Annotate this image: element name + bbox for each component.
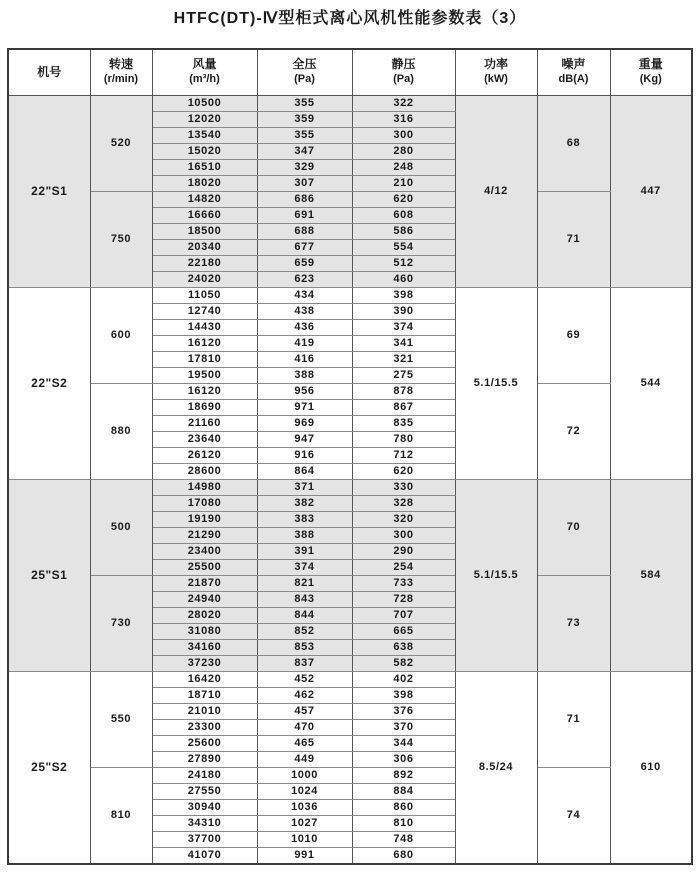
total-pressure-cell: 391	[257, 543, 352, 559]
col-header-4	[352, 49, 455, 95]
static-pressure-cell: 554	[352, 239, 455, 255]
col-header-1	[90, 49, 152, 95]
static-pressure-cell: 867	[352, 399, 455, 415]
col-header-5	[455, 49, 537, 95]
noise-cell: 70	[537, 479, 610, 575]
static-pressure-cell: 390	[352, 303, 455, 319]
data-row	[8, 383, 692, 399]
airflow-cell: 27550	[152, 783, 257, 799]
total-pressure-cell: 853	[257, 639, 352, 655]
airflow-cell: 28020	[152, 607, 257, 623]
fan-spec-table	[7, 48, 693, 865]
power-cell: 5.1/15.5	[455, 479, 537, 671]
header-row	[8, 49, 692, 95]
static-pressure-cell: 341	[352, 335, 455, 351]
total-pressure-cell: 688	[257, 223, 352, 239]
static-pressure-cell: 328	[352, 495, 455, 511]
airflow-cell: 31080	[152, 623, 257, 639]
airflow-cell: 25500	[152, 559, 257, 575]
speed-cell: 750	[90, 191, 152, 287]
static-pressure-cell: 680	[352, 847, 455, 864]
static-pressure-cell: 748	[352, 831, 455, 847]
airflow-cell: 18500	[152, 223, 257, 239]
header-sub-label: (kW)	[484, 73, 508, 86]
total-pressure-cell: 438	[257, 303, 352, 319]
total-pressure-cell: 416	[257, 351, 352, 367]
airflow-cell: 23400	[152, 543, 257, 559]
static-pressure-cell: 884	[352, 783, 455, 799]
total-pressure-cell: 419	[257, 335, 352, 351]
header-sub-label: (Kg)	[639, 73, 662, 86]
header-label: 全压	[292, 57, 317, 72]
total-pressure-cell: 843	[257, 591, 352, 607]
static-pressure-cell: 275	[352, 367, 455, 383]
total-pressure-cell: 355	[257, 95, 352, 111]
total-pressure-cell: 691	[257, 207, 352, 223]
static-pressure-cell: 376	[352, 703, 455, 719]
total-pressure-cell: 623	[257, 271, 352, 287]
airflow-cell: 16510	[152, 159, 257, 175]
static-pressure-cell: 835	[352, 415, 455, 431]
airflow-cell: 21870	[152, 575, 257, 591]
static-pressure-cell: 300	[352, 527, 455, 543]
airflow-cell: 34310	[152, 815, 257, 831]
power-cell: 5.1/15.5	[455, 287, 537, 479]
airflow-cell: 34160	[152, 639, 257, 655]
total-pressure-cell: 969	[257, 415, 352, 431]
airflow-cell: 14820	[152, 191, 257, 207]
airflow-cell: 17080	[152, 495, 257, 511]
total-pressure-cell: 382	[257, 495, 352, 511]
static-pressure-cell: 321	[352, 351, 455, 367]
static-pressure-cell: 344	[352, 735, 455, 751]
static-pressure-cell: 290	[352, 543, 455, 559]
static-pressure-cell: 810	[352, 815, 455, 831]
total-pressure-cell: 852	[257, 623, 352, 639]
total-pressure-cell: 449	[257, 751, 352, 767]
data-row	[8, 191, 692, 207]
total-pressure-cell: 686	[257, 191, 352, 207]
static-pressure-cell: 733	[352, 575, 455, 591]
table-body	[8, 95, 692, 864]
speed-cell: 550	[90, 671, 152, 767]
noise-cell: 73	[537, 575, 610, 671]
total-pressure-cell: 470	[257, 719, 352, 735]
total-pressure-cell: 359	[257, 111, 352, 127]
noise-cell: 68	[537, 95, 610, 191]
static-pressure-cell: 620	[352, 463, 455, 479]
col-header-0	[8, 49, 90, 95]
header-sub-label: dB(A)	[558, 73, 589, 86]
airflow-cell: 16120	[152, 383, 257, 399]
static-pressure-cell: 582	[352, 655, 455, 671]
airflow-cell: 18710	[152, 687, 257, 703]
header-label: 静压	[391, 57, 416, 72]
airflow-cell: 15020	[152, 143, 257, 159]
weight-cell: 544	[610, 287, 692, 479]
model-cell: 22"S1	[8, 95, 90, 287]
static-pressure-cell: 608	[352, 207, 455, 223]
static-pressure-cell: 248	[352, 159, 455, 175]
static-pressure-cell: 306	[352, 751, 455, 767]
static-pressure-cell: 892	[352, 767, 455, 783]
airflow-cell: 14980	[152, 479, 257, 495]
power-cell: 8.5/24	[455, 671, 537, 864]
static-pressure-cell: 712	[352, 447, 455, 463]
page-title: HTFC(DT)-Ⅳ型柜式离心风机性能参数表（3）	[173, 10, 527, 27]
airflow-cell: 10500	[152, 95, 257, 111]
total-pressure-cell: 1010	[257, 831, 352, 847]
airflow-cell: 16120	[152, 335, 257, 351]
noise-cell: 71	[537, 191, 610, 287]
total-pressure-cell: 383	[257, 511, 352, 527]
airflow-cell: 20340	[152, 239, 257, 255]
total-pressure-cell: 821	[257, 575, 352, 591]
total-pressure-cell: 659	[257, 255, 352, 271]
total-pressure-cell: 1036	[257, 799, 352, 815]
data-row	[8, 479, 692, 495]
weight-cell: 447	[610, 95, 692, 287]
static-pressure-cell: 460	[352, 271, 455, 287]
total-pressure-cell: 307	[257, 175, 352, 191]
static-pressure-cell: 300	[352, 127, 455, 143]
airflow-cell: 16660	[152, 207, 257, 223]
total-pressure-cell: 1027	[257, 815, 352, 831]
airflow-cell: 27890	[152, 751, 257, 767]
header-label: 风量	[192, 57, 217, 72]
noise-cell: 72	[537, 383, 610, 479]
airflow-cell: 12740	[152, 303, 257, 319]
speed-cell: 810	[90, 767, 152, 864]
model-cell: 25"S1	[8, 479, 90, 671]
static-pressure-cell: 707	[352, 607, 455, 623]
header-label: 机号	[37, 64, 62, 79]
static-pressure-cell: 322	[352, 95, 455, 111]
data-row	[8, 287, 692, 303]
static-pressure-cell: 316	[352, 111, 455, 127]
header-sub-label: (r/min)	[103, 73, 139, 86]
col-header-2	[152, 49, 257, 95]
airflow-cell: 24940	[152, 591, 257, 607]
header-sub-label: (Pa)	[294, 73, 315, 86]
static-pressure-cell: 280	[352, 143, 455, 159]
static-pressure-cell: 512	[352, 255, 455, 271]
header-label: 功率	[483, 57, 508, 72]
static-pressure-cell: 665	[352, 623, 455, 639]
static-pressure-cell: 210	[352, 175, 455, 191]
airflow-cell: 28600	[152, 463, 257, 479]
total-pressure-cell: 329	[257, 159, 352, 175]
total-pressure-cell: 462	[257, 687, 352, 703]
airflow-cell: 19500	[152, 367, 257, 383]
total-pressure-cell: 1024	[257, 783, 352, 799]
static-pressure-cell: 370	[352, 719, 455, 735]
total-pressure-cell: 947	[257, 431, 352, 447]
header-label: 重量	[638, 57, 663, 72]
total-pressure-cell: 1000	[257, 767, 352, 783]
airflow-cell: 30940	[152, 799, 257, 815]
data-row	[8, 95, 692, 111]
airflow-cell: 11050	[152, 287, 257, 303]
airflow-cell: 17810	[152, 351, 257, 367]
total-pressure-cell: 347	[257, 143, 352, 159]
total-pressure-cell: 916	[257, 447, 352, 463]
airflow-cell: 37700	[152, 831, 257, 847]
airflow-cell: 24180	[152, 767, 257, 783]
static-pressure-cell: 254	[352, 559, 455, 575]
model-cell: 22"S2	[8, 287, 90, 479]
speed-cell: 730	[90, 575, 152, 671]
airflow-cell: 14430	[152, 319, 257, 335]
total-pressure-cell: 844	[257, 607, 352, 623]
total-pressure-cell: 677	[257, 239, 352, 255]
static-pressure-cell: 398	[352, 287, 455, 303]
airflow-cell: 25600	[152, 735, 257, 751]
total-pressure-cell: 374	[257, 559, 352, 575]
total-pressure-cell: 434	[257, 287, 352, 303]
header-label: 转速	[108, 57, 133, 72]
static-pressure-cell: 728	[352, 591, 455, 607]
static-pressure-cell: 620	[352, 191, 455, 207]
airflow-cell: 21010	[152, 703, 257, 719]
header-sub-label: (m³/h)	[189, 73, 220, 86]
col-header-6	[537, 49, 610, 95]
noise-cell: 71	[537, 671, 610, 767]
header-label: 噪声	[561, 57, 586, 72]
static-pressure-cell: 860	[352, 799, 455, 815]
model-cell: 25"S2	[8, 671, 90, 864]
static-pressure-cell: 638	[352, 639, 455, 655]
airflow-cell: 21160	[152, 415, 257, 431]
airflow-cell: 19190	[152, 511, 257, 527]
airflow-cell: 26120	[152, 447, 257, 463]
noise-cell: 74	[537, 767, 610, 864]
col-header-7	[610, 49, 692, 95]
total-pressure-cell: 355	[257, 127, 352, 143]
airflow-cell: 23300	[152, 719, 257, 735]
airflow-cell: 37230	[152, 655, 257, 671]
static-pressure-cell: 586	[352, 223, 455, 239]
speed-cell: 600	[90, 287, 152, 383]
table-header	[8, 49, 692, 95]
total-pressure-cell: 465	[257, 735, 352, 751]
total-pressure-cell: 436	[257, 319, 352, 335]
airflow-cell: 13540	[152, 127, 257, 143]
data-row	[8, 767, 692, 783]
total-pressure-cell: 991	[257, 847, 352, 864]
total-pressure-cell: 837	[257, 655, 352, 671]
airflow-cell: 21290	[152, 527, 257, 543]
total-pressure-cell: 864	[257, 463, 352, 479]
total-pressure-cell: 371	[257, 479, 352, 495]
airflow-cell: 18020	[152, 175, 257, 191]
header-sub-label: (Pa)	[393, 73, 414, 86]
airflow-cell: 12020	[152, 111, 257, 127]
power-cell: 4/12	[455, 95, 537, 287]
data-row	[8, 671, 692, 687]
static-pressure-cell: 402	[352, 671, 455, 687]
weight-cell: 610	[610, 671, 692, 864]
weight-cell: 584	[610, 479, 692, 671]
total-pressure-cell: 452	[257, 671, 352, 687]
static-pressure-cell: 398	[352, 687, 455, 703]
total-pressure-cell: 457	[257, 703, 352, 719]
total-pressure-cell: 956	[257, 383, 352, 399]
airflow-cell: 22180	[152, 255, 257, 271]
speed-cell: 500	[90, 479, 152, 575]
airflow-cell: 23640	[152, 431, 257, 447]
col-header-3	[257, 49, 352, 95]
airflow-cell: 18690	[152, 399, 257, 415]
airflow-cell: 24020	[152, 271, 257, 287]
airflow-cell: 16420	[152, 671, 257, 687]
total-pressure-cell: 971	[257, 399, 352, 415]
speed-cell: 520	[90, 95, 152, 191]
static-pressure-cell: 374	[352, 319, 455, 335]
noise-cell: 69	[537, 287, 610, 383]
static-pressure-cell: 320	[352, 511, 455, 527]
static-pressure-cell: 330	[352, 479, 455, 495]
static-pressure-cell: 878	[352, 383, 455, 399]
data-row	[8, 575, 692, 591]
static-pressure-cell: 780	[352, 431, 455, 447]
speed-cell: 880	[90, 383, 152, 479]
total-pressure-cell: 388	[257, 367, 352, 383]
total-pressure-cell: 388	[257, 527, 352, 543]
airflow-cell: 41070	[152, 847, 257, 864]
